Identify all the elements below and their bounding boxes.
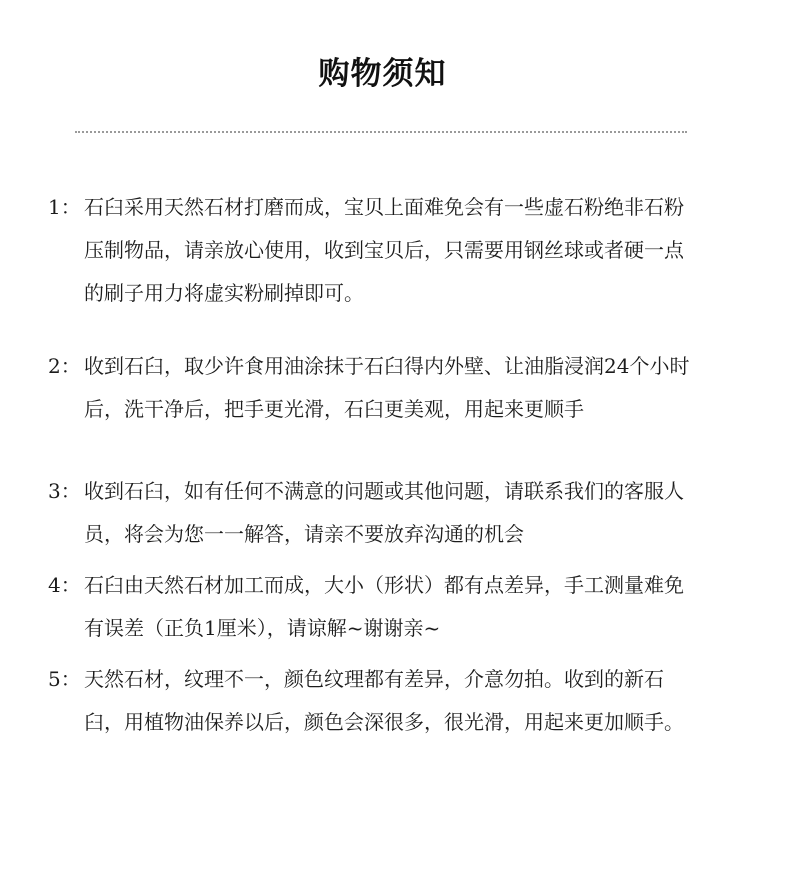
notice-text: 石臼由天然石材加工而成，大小（形状）都有点差异，手工测量难免有误差（正负1厘米），请谅解~谢谢亲~ bbox=[84, 573, 684, 640]
page-title: 购物须知 bbox=[318, 56, 447, 92]
notice-number: 2： bbox=[48, 354, 81, 378]
notice-list bbox=[48, 186, 728, 744]
notice-text: 石臼采用天然石材打磨而成，宝贝上面难免会有一些虚石粉绝非石粉压制物品，请亲放心使用，收到宝贝后，只需要用钢丝球或者硬一点的刷子用力将虚实粉刷掉即可。 bbox=[84, 195, 684, 305]
notice-number: 1： bbox=[48, 195, 81, 219]
notice-item-4 bbox=[48, 564, 728, 650]
notice-number: 5： bbox=[48, 667, 81, 691]
notice-item-5 bbox=[48, 658, 728, 744]
notice-number: 4： bbox=[48, 573, 81, 597]
notice-item-2 bbox=[48, 345, 728, 431]
dotted-divider bbox=[75, 131, 687, 133]
notice-item-3 bbox=[48, 470, 728, 556]
notice-item-1 bbox=[48, 186, 728, 315]
notice-text: 收到石臼，取少许食用油涂抹于石臼得内外壁、让油脂浸润24个小时后，洗干净后，把手更光滑，石臼更美观，用起来更顺手 bbox=[84, 354, 690, 421]
notice-number: 3： bbox=[48, 479, 81, 503]
notice-text: 天然石材，纹理不一，颜色纹理都有差异，介意勿拍。收到的新石臼，用植物油保养以后，颜色会深很多，很光滑，用起来更加顺手。 bbox=[84, 667, 684, 734]
notice-text: 收到石臼，如有任何不满意的问题或其他问题，请联系我们的客服人员，将会为您一一解答，请亲不要放弃沟通的机会 bbox=[84, 479, 684, 546]
